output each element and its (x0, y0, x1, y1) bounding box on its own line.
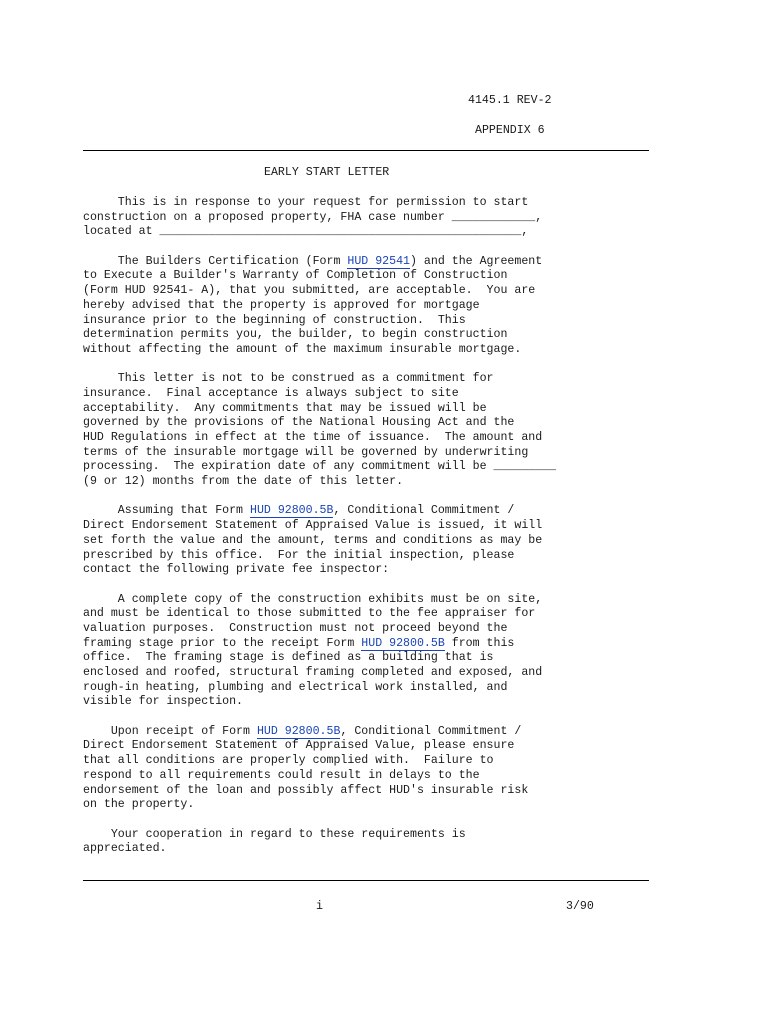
text-fragment: from this (444, 636, 515, 650)
text-line: Direct Endorsement Statement of Appraised Value, please ensure (83, 739, 515, 753)
text-line: A complete copy of the construction exhibits must be on site, (83, 592, 543, 606)
text-line: This letter is not to be construed as a commitment for (83, 372, 494, 386)
page-date: 3/90 (566, 900, 594, 913)
text-line: prescribed by this office. For the initial inspection, please (83, 548, 515, 562)
text-line: visible for inspection. (83, 695, 244, 709)
text-fragment: ) and the Agreement (410, 254, 543, 268)
paragraph-commitment (83, 372, 603, 490)
form-hud-92800-5b-link[interactable]: HUD 92800.5B (361, 636, 445, 650)
appendix-label: APPENDIX 6 (475, 124, 545, 137)
page-title: EARLY START LETTER (264, 166, 390, 179)
document-number: 4145.1 REV-2 (468, 94, 552, 107)
text-fragment: , Conditional Commitment / (333, 504, 515, 518)
text-line: valuation purposes. Construction must not proceed beyond the (83, 621, 508, 635)
paragraph-upon-receipt (83, 725, 603, 813)
text-line: to Execute a Builder's Warranty of Completion of Construction (83, 269, 508, 283)
paragraph-exhibits (83, 593, 603, 711)
form-hud-92800-5b-link[interactable]: HUD 92800.5B (249, 504, 334, 518)
text-line: rough-in heating, plumbing and electrical work installed, and (83, 680, 508, 694)
text-line: governed by the provisions of the National Housing Act and the (83, 416, 515, 430)
page-label: i (316, 900, 323, 913)
text-line: on the property. (83, 798, 195, 812)
text-line: contact the following private fee inspector: (83, 563, 390, 577)
text-line: appreciated. (83, 842, 167, 856)
text-line: endorsement of the loan and possibly affect HUD's insurable risk (83, 783, 529, 797)
text-line: enclosed and roofed, structural framing completed and exposed, and (83, 666, 543, 679)
text-fragment: Assuming that Form (83, 504, 250, 518)
text-fragment: Upon receipt of Form (83, 724, 257, 738)
text-line: without affecting the amount of the maximum insurable mortgage. (83, 342, 522, 356)
text-line: acceptability. Any commitments that may be issued will be (83, 401, 487, 415)
paragraph-cooperation (83, 828, 603, 857)
text-line (83, 637, 603, 652)
text-line: set forth the value and the amount, terms and conditions as may be (83, 533, 543, 547)
text-line: respond to all requirements could result in delays to the (83, 768, 480, 782)
paragraph-certification (83, 255, 603, 358)
form-hud-92800-5b-link[interactable]: HUD 92800.5B (256, 724, 341, 738)
text-line (83, 725, 603, 740)
text-line (83, 504, 603, 519)
text-line: that all conditions are properly complied with. Failure to (83, 754, 494, 768)
form-hud-92541-link[interactable]: HUD 92541 (347, 254, 411, 268)
text-line: located at ____________________________________________________, (83, 225, 529, 239)
text-line: processing. The expiration date of any commitment will be _________ (83, 460, 557, 474)
text-line: Your cooperation in regard to these requirements is (83, 827, 466, 841)
text-line (83, 255, 603, 270)
paragraph-assuming (83, 504, 603, 577)
text-line: terms of the insurable mortgage will be governed by underwriting (83, 445, 529, 459)
text-line: (9 or 12) months from the date of this letter. (83, 475, 404, 489)
text-line: hereby advised that the property is approved for mortgage (83, 298, 480, 312)
footer-divider (83, 880, 649, 881)
header-divider (83, 150, 649, 151)
text-line: insurance prior to the beginning of construction. This (83, 313, 466, 327)
text-line: and must be identical to those submitted to the fee appraiser for (83, 607, 536, 621)
text-fragment: , Conditional Commitment / (340, 724, 522, 738)
paragraph-request (83, 196, 603, 240)
text-fragment: framing stage prior to the receipt Form (83, 636, 362, 650)
text-line: insurance. Final acceptance is always subject to site (83, 386, 459, 400)
text-line: HUD Regulations in effect at the time of issuance. The amount and (83, 431, 543, 444)
text-line: office. The framing stage is defined as a building that is (83, 651, 494, 665)
letter-body (83, 196, 603, 857)
text-line: This is in response to your request for permission to start (83, 196, 529, 209)
text-line: determination permits you, the builder, to begin construction (83, 328, 508, 342)
text-line: construction on a proposed property, FHA case number ____________, (83, 210, 543, 224)
text-line: (Form HUD 92541- A), that you submitted, are acceptable. You are (83, 284, 536, 298)
text-fragment: The Builders Certification (Form (83, 254, 348, 268)
text-line: Direct Endorsement Statement of Appraised Value is issued, it will (83, 519, 543, 533)
